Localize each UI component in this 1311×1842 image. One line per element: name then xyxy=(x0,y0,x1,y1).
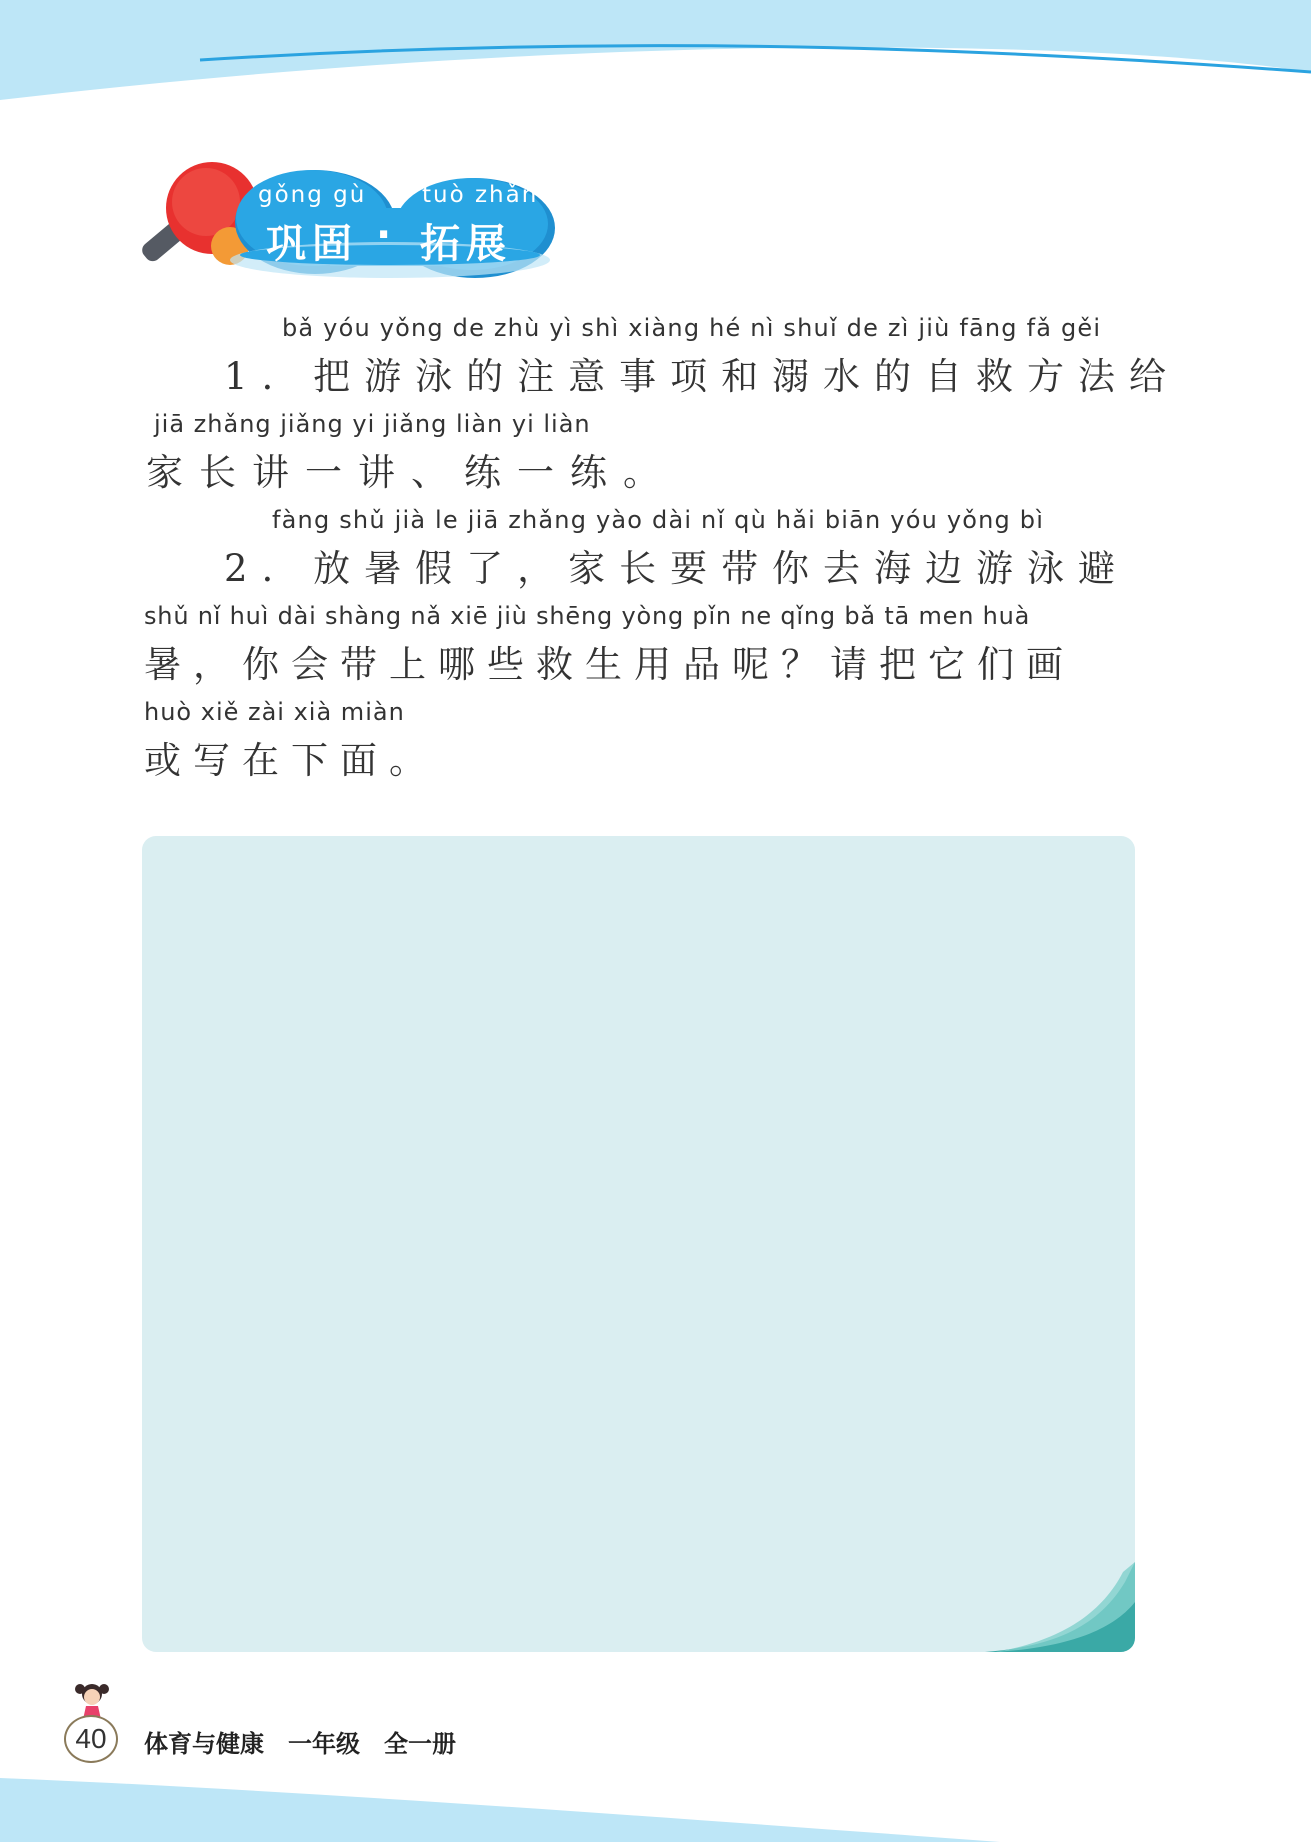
question-2-line-3-text: 或写在下面。 xyxy=(144,739,438,782)
question-2-line-2-text: 暑，你会带上哪些救生用品呢？请把它们画 xyxy=(144,643,1075,686)
bottom-wave-band xyxy=(0,1770,1311,1842)
question-1-line-2-text: 家长讲一讲、练一练。 xyxy=(146,451,676,494)
header-title-right: 拓展 xyxy=(420,221,512,267)
question-1-line-1-text: 1. 把游泳的注意事项和溺水的自救方法给 xyxy=(224,355,1181,398)
page-footer xyxy=(60,1680,660,1760)
question-1-line-2-pinyin: jiā zhǎng jiǎng yi jiǎng liàn yi liàn xyxy=(154,410,591,438)
book-title: 体育与健康 一年级 全一册 xyxy=(144,1730,456,1758)
drawing-answer-area[interactable] xyxy=(142,836,1135,1652)
section-header xyxy=(140,160,560,290)
question-2-line-3-pinyin: huò xiě zài xià miàn xyxy=(144,698,405,726)
header-title-left: 巩固 xyxy=(266,221,358,267)
question-2-line-1-text: 2. 放暑假了，家长要带你去海边游泳避 xyxy=(224,547,1130,590)
question-1-line-1-pinyin: bǎ yóu yǒng de zhù yì shì xiàng hé nì shuǐ de zì jiù fāng fǎ gěi xyxy=(282,314,1102,342)
page-curl-decoration xyxy=(985,1562,1135,1652)
header-title-separator: · xyxy=(376,212,398,258)
top-wave-band xyxy=(0,0,1311,110)
page-number: 40 xyxy=(64,1715,118,1763)
question-2-line-2-pinyin: shǔ nǐ huì dài shàng nǎ xiē jiù shēng yòng pǐn ne qǐng bǎ tā men huà xyxy=(144,602,1031,630)
question-2-line-1-pinyin: fàng shǔ jià le jiā zhǎng yào dài nǐ qù hǎi biān yóu yǒng bì xyxy=(272,506,1045,534)
header-pinyin-right: tuò zhǎn xyxy=(422,182,539,208)
header-pinyin-left: gǒng gù xyxy=(258,182,367,208)
